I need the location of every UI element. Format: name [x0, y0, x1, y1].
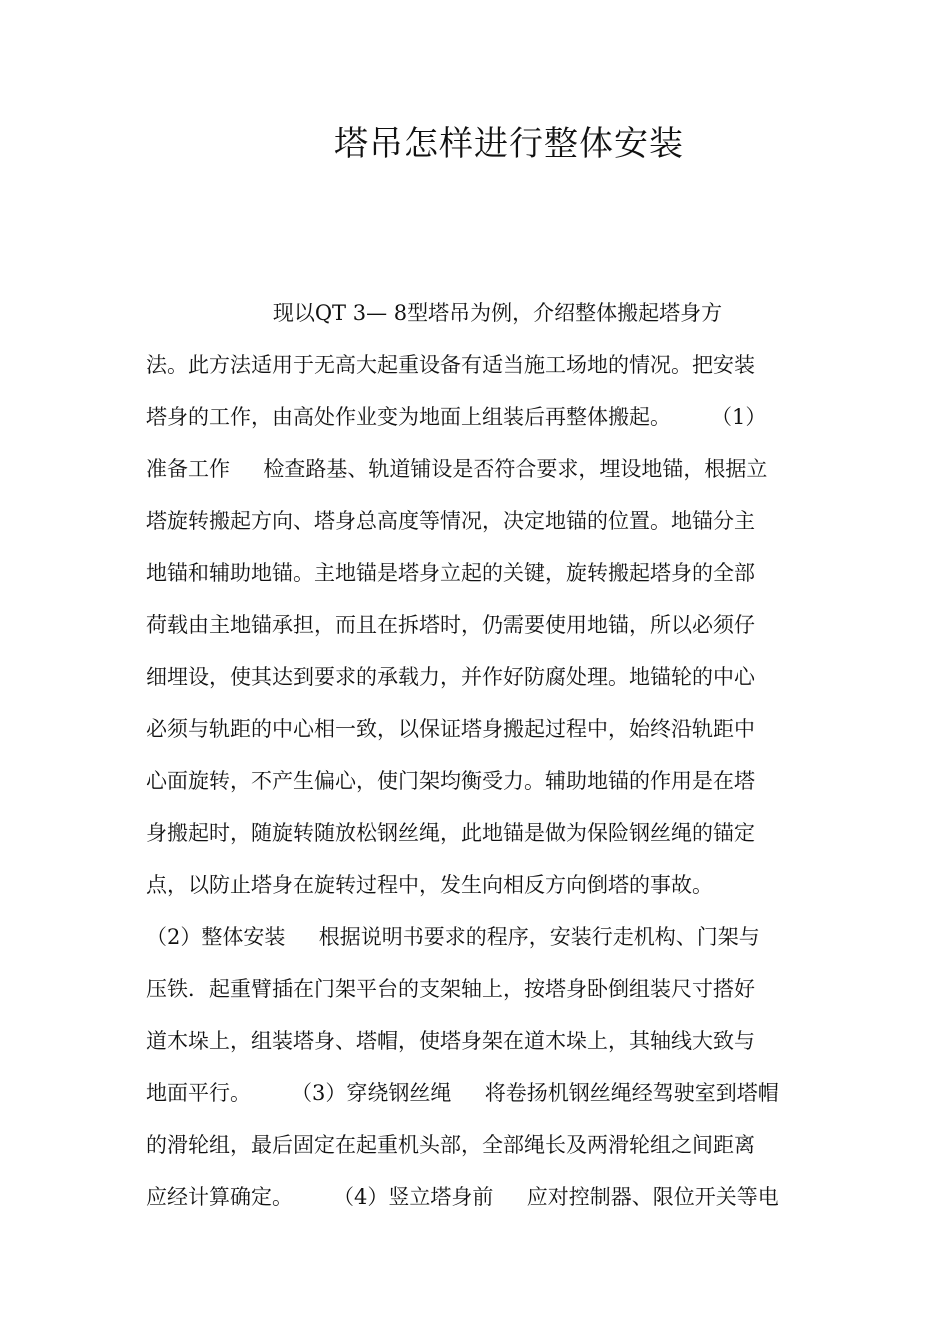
paragraph-line: （2）整体安装 根据说明书要求的程序，安装行走机构、门架与 [146, 925, 760, 949]
paragraph-line: 现以QT 3— 8型塔吊为例，介绍整体搬起塔身方 [146, 301, 723, 325]
paragraph-line: 的滑轮组，最后固定在起重机头部，全部绳长及两滑轮组之间距离 [146, 1133, 755, 1157]
document-body [146, 287, 846, 1223]
paragraph-line: 压铁．起重臂插在门架平台的支架轴上，按塔身卧倒组装尺寸搭好 [146, 977, 755, 1001]
paragraph-line: 细埋设，使其达到要求的承载力，并作好防腐处理。地锚轮的中心 [146, 665, 755, 689]
paragraph-line: 荷载由主地锚承担，而且在拆塔时，仍需要使用地锚，所以必须仔 [146, 613, 755, 637]
paragraph-line: 地面平行。 （3）穿绕钢丝绳 将卷扬机钢丝绳经驾驶室到塔帽 [146, 1081, 779, 1105]
paragraph-line: 应经计算确定。 （4）竖立塔身前 应对控制器、限位开关等电 [146, 1185, 779, 1209]
paragraph-line: 塔身的工作，由高处作业变为地面上组装后再整体搬起。 （1） [146, 405, 767, 429]
paragraph-line: 点，以防止塔身在旋转过程中，发生向相反方向倒塔的事故。 [146, 873, 713, 897]
paragraph-line: 必须与轨距的中心相一致，以保证塔身搬起过程中，始终沿轨距中 [146, 717, 755, 741]
paragraph-line: 准备工作 检查路基、轨道铺设是否符合要求，埋设地锚，根据立 [146, 457, 768, 481]
paragraph-line: 法。此方法适用于无高大起重设备有适当施工场地的情况。把安装 [146, 353, 755, 377]
paragraph-line: 身搬起时，随旋转随放松钢丝绳，此地锚是做为保险钢丝绳的锚定 [146, 821, 755, 845]
document-title: 塔吊怎样进行整体安装 [334, 124, 684, 164]
paragraph-line: 道木垛上，组装塔身、塔帽，使塔身架在道木垛上，其轴线大致与 [146, 1029, 755, 1053]
paragraph-line: 塔旋转搬起方向、塔身总高度等情况，决定地锚的位置。地锚分主 [146, 509, 755, 533]
paragraph-line: 心面旋转，不产生偏心，使门架均衡受力。辅助地锚的作用是在塔 [146, 769, 755, 793]
paragraph-line: 地锚和辅助地锚。主地锚是塔身立起的关键，旋转搬起塔身的全部 [146, 561, 755, 585]
